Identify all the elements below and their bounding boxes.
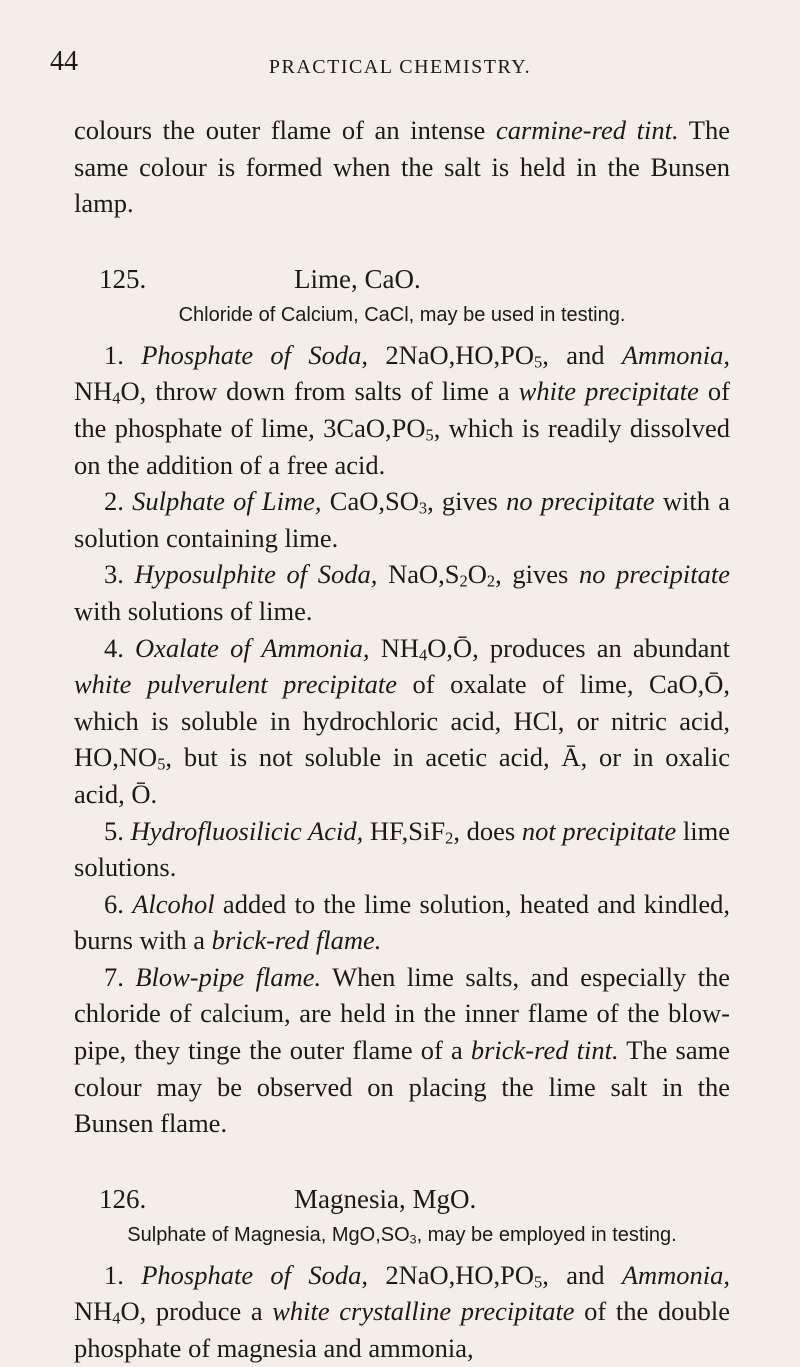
- text-run: , does: [453, 815, 522, 846]
- text-run: Sulphate of Magnesia, MgO,SO: [127, 1223, 410, 1246]
- test-item-4: [74, 630, 730, 813]
- reagent-name: Ammonia,: [621, 1259, 731, 1290]
- reagent-name: Phosphate of Soda,: [141, 339, 368, 370]
- result-term: brick-red tint.: [470, 1035, 619, 1066]
- reagent-name: Hyposulphite of Soda,: [134, 559, 378, 590]
- text-run: The same colour is formed when the salt is held in the Bunsen lamp.: [74, 115, 730, 219]
- text-run: NH: [74, 1296, 113, 1327]
- section-number: 125.: [99, 264, 147, 295]
- text-run: , but is not soluble in acetic acid, Ā, or in oxalic acid, Ō.: [74, 742, 730, 809]
- test-item-6: [74, 886, 730, 959]
- text-run: , which is readily dissolved on the addition of a free acid.: [74, 412, 731, 480]
- subscript: 2: [445, 828, 454, 848]
- item-number: 1.: [104, 1259, 142, 1290]
- text-run: O: [467, 559, 487, 590]
- result-term: white crystalline precipitate: [272, 1296, 575, 1327]
- text-run: with solutions of lime.: [74, 595, 313, 626]
- reagent-name: Phosphate of Soda,: [141, 1259, 368, 1290]
- test-item-1: [74, 337, 730, 483]
- reagent-note: [74, 1224, 730, 1247]
- result-term: white pulverulent precipitate: [74, 669, 397, 700]
- test-item-1: [74, 1257, 730, 1367]
- section-heading-125: [74, 262, 730, 298]
- subscript: 5: [425, 425, 434, 445]
- text-run: with a solution containing lime.: [74, 486, 730, 553]
- subscript: 2: [486, 571, 496, 591]
- result-term: brick-red flame.: [211, 925, 382, 956]
- reagent-name: Oxalate of Ammonia,: [135, 632, 370, 663]
- subscript: 5: [157, 754, 166, 774]
- reagent-name: Ammonia,: [621, 339, 731, 370]
- subscript: 3: [409, 1232, 417, 1247]
- page-header: [50, 46, 750, 86]
- text-run: added to the lime solution, heated and kindled, burns with a: [74, 888, 730, 956]
- text-run: 2NaO,HO,PO: [368, 1259, 535, 1290]
- result-term: not precipitate: [521, 815, 677, 846]
- item-number: 4.: [104, 632, 136, 663]
- text-run: HF,SiF: [363, 815, 446, 846]
- text-run: of oxalate of lime, CaO,Ō, which is soluble in hydrochloric acid, HCl, or nitric acid, HO,NO: [74, 669, 730, 773]
- text-run: lime solutions.: [74, 815, 731, 883]
- result-term: no precipitate: [579, 559, 730, 590]
- reagent-name: Alcohol: [132, 888, 215, 919]
- text-run: , and: [542, 339, 622, 370]
- subscript: 3: [418, 498, 428, 518]
- item-number: 7.: [104, 961, 136, 992]
- test-item-2: [74, 483, 730, 556]
- test-item-7: [74, 959, 730, 1142]
- italic-term: carmine-red tint.: [495, 115, 679, 145]
- text-run: , may be employed in testing.: [416, 1223, 677, 1246]
- result-term: no precipitate: [506, 486, 655, 517]
- text-run: CaO,SO: [321, 486, 419, 517]
- item-number: 5.: [104, 815, 131, 846]
- text-run: NaO,S: [377, 559, 460, 590]
- text-run: , and: [542, 1259, 622, 1290]
- subscript: 5: [534, 1272, 543, 1292]
- section-number: 126.: [99, 1184, 147, 1215]
- item-number: 1.: [104, 339, 142, 370]
- reagent-note: Chloride of Calcium, CaCl, may be used in testing.: [178, 303, 626, 326]
- result-term: white precipitate: [518, 376, 699, 407]
- subscript: 2: [459, 571, 468, 591]
- subscript: 4: [112, 1309, 121, 1329]
- text-run: 2NaO,HO,PO: [368, 339, 535, 370]
- test-item-3: [74, 556, 730, 629]
- text-run: NH: [369, 632, 419, 663]
- text-run: of the phosphate of lime, 3CaO,PO: [74, 376, 730, 443]
- section-heading-126: [74, 1182, 730, 1218]
- test-item-5: [74, 813, 730, 886]
- reagent-name: Sulphate of Lime,: [132, 486, 322, 517]
- subscript: 4: [419, 645, 428, 665]
- item-number: 6.: [104, 888, 133, 919]
- intro-paragraph: [74, 112, 730, 222]
- item-number: 3.: [104, 559, 135, 590]
- section-title: Lime, CaO.: [294, 264, 421, 295]
- reagent-name: Hydrofluosilicic Acid,: [130, 815, 364, 846]
- text-run: colours the outer flame of an intense: [74, 115, 496, 145]
- text-run: O,Ō, produces an abundant: [427, 632, 731, 663]
- subscript: 5: [534, 352, 543, 372]
- page-number: 44: [50, 46, 78, 77]
- page-body: [74, 112, 730, 1367]
- text-run: , gives: [495, 559, 579, 590]
- text-run: O, produce a: [120, 1296, 273, 1327]
- reagent-name: Blow-pipe flame.: [135, 961, 322, 992]
- text-run: When lime salts, and especially the chloride of calcium, are held in the inner flame of the blow-pipe, they tinge the outer flame of a: [74, 961, 730, 1066]
- section-title: Magnesia, MgO.: [294, 1184, 477, 1215]
- text-run: of the double phosphate of magnesia and ammonia,: [74, 1296, 730, 1364]
- text-run: The same colour may be observed on placing the lime salt in the Bunsen flame.: [74, 1035, 731, 1139]
- text-run: NH: [74, 376, 113, 407]
- text-run: , gives: [427, 486, 507, 517]
- text-run: O, throw down from salts of lime a: [120, 376, 519, 407]
- running-title: PRACTICAL CHEMISTRY.: [268, 56, 532, 78]
- item-number: 2.: [104, 486, 133, 517]
- subscript: 4: [112, 388, 121, 408]
